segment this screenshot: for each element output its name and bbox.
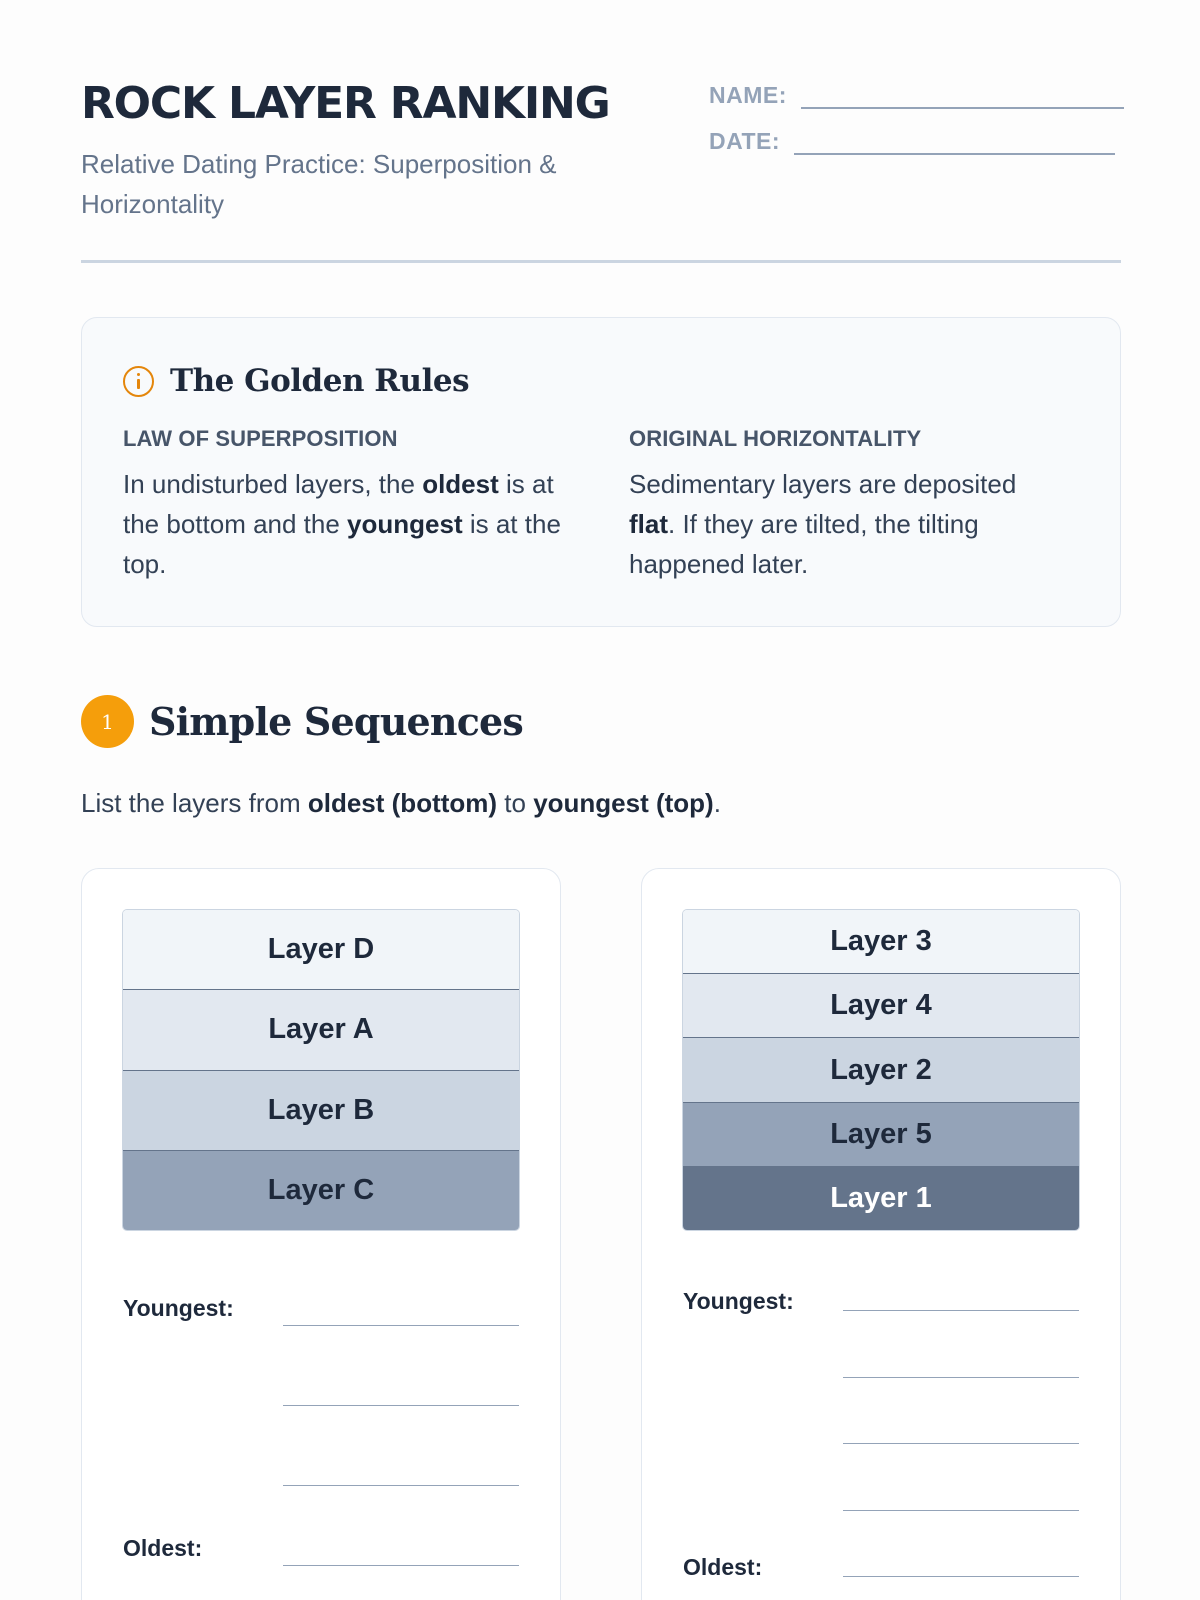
rock-layer: Layer 4 [683, 974, 1079, 1038]
section-number-badge: 1 [81, 695, 134, 748]
section-instruction: List the layers from oldest (bottom) to youngest (top). [81, 788, 721, 818]
date-label: DATE: [709, 128, 781, 154]
worksheet-subtitle: Relative Dating Practice: Superposition & Horizontality [81, 149, 557, 219]
answer-line[interactable] [843, 1377, 1079, 1378]
rock-layer: Layer B [123, 1071, 519, 1151]
youngest-label: Youngest: [123, 1295, 234, 1321]
rock-layer: Layer 3 [683, 910, 1079, 974]
oldest-label: Oldest: [123, 1535, 203, 1561]
answer-line[interactable] [843, 1310, 1079, 1311]
rock-layer-stack [123, 910, 519, 1230]
name-input-line[interactable] [801, 107, 1124, 109]
exercise-card-2 [641, 868, 1121, 1600]
rock-layer: Layer D [123, 910, 519, 990]
name-field [709, 82, 1124, 109]
date-field [709, 128, 1115, 155]
section-title: Simple Sequences [149, 699, 524, 744]
rock-layer: Layer 5 [683, 1103, 1079, 1167]
youngest-label: Youngest: [683, 1288, 794, 1314]
golden-rules-box [81, 317, 1121, 627]
rule-superposition-text: In undisturbed layers, the oldest is at the bottom and the youngest is at the top. [123, 469, 561, 579]
answer-line[interactable] [843, 1510, 1079, 1511]
worksheet-header [81, 78, 1121, 263]
info-icon [123, 366, 154, 397]
answer-line[interactable] [283, 1325, 519, 1326]
rule-horizontality-heading: ORIGINAL HORIZONTALITY [629, 426, 922, 451]
rule-horizontality [629, 426, 1069, 584]
answer-line[interactable] [843, 1443, 1079, 1444]
rule-superposition [123, 426, 573, 584]
section-simple-sequences [81, 695, 523, 748]
oldest-label: Oldest: [683, 1554, 763, 1580]
rock-layer: Layer A [123, 990, 519, 1070]
name-label: NAME: [709, 82, 787, 108]
exercise-card-1 [81, 868, 561, 1600]
golden-rules-title: The Golden Rules [170, 363, 470, 399]
rock-layer-stack [683, 910, 1079, 1230]
rock-layer: Layer C [123, 1151, 519, 1230]
rule-horizontality-text: Sedimentary layers are deposited flat. If they are tilted, the tilting happened later. [629, 469, 1017, 579]
rock-layer: Layer 2 [683, 1038, 1079, 1102]
rock-layer: Layer 1 [683, 1167, 1079, 1230]
answer-line[interactable] [283, 1565, 519, 1566]
answer-line[interactable] [283, 1405, 519, 1406]
rule-superposition-heading: LAW OF SUPERPOSITION [123, 426, 398, 451]
worksheet-title: ROCK LAYER RANKING [81, 78, 610, 129]
header-divider [81, 260, 1121, 263]
date-input-line[interactable] [794, 153, 1115, 155]
answer-line[interactable] [843, 1576, 1079, 1577]
golden-rules-heading [123, 363, 469, 399]
answer-line[interactable] [283, 1485, 519, 1486]
